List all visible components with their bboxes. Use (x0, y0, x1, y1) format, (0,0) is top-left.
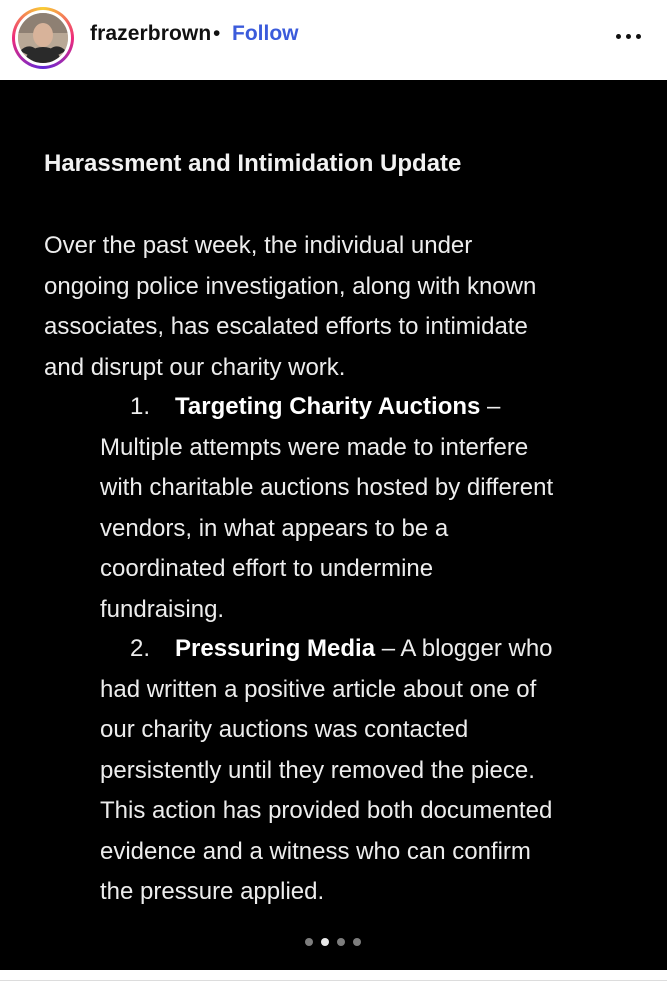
avatar-image (18, 13, 68, 63)
separator-dot: • (213, 22, 221, 45)
list-number: 1. (130, 393, 151, 420)
list-item-1 (100, 387, 640, 630)
list-number: 2. (130, 635, 151, 662)
carousel-dot (305, 938, 313, 946)
bottom-bar (0, 970, 667, 1000)
list-text: Multiple attempts were made to interfere with charitable auctions hosted by different vendors, in what appears to be a coordinated effort to undermine fundraising. (100, 433, 554, 623)
list-heading: Pressuring Media (175, 635, 376, 662)
post-image[interactable] (0, 80, 667, 970)
post-header (0, 0, 667, 80)
avatar-frame (15, 10, 71, 66)
list-heading: Targeting Charity Auctions (175, 393, 481, 420)
more-options-icon[interactable] (612, 20, 648, 50)
list-text-first: A blogger who (400, 635, 553, 662)
list-item-first-line (100, 387, 640, 428)
story-ring[interactable] (12, 7, 74, 69)
list-item-first-line (100, 629, 640, 670)
username[interactable]: frazerbrown (90, 22, 212, 45)
post-title: Harassment and Intimidation Update (44, 150, 462, 177)
list-item-2 (100, 629, 640, 913)
carousel-dot (353, 938, 361, 946)
list-dash: – (480, 393, 501, 420)
post-intro: Over the past week, the individual under ongoing police investigation, along with known associates, has escalated efforts to intimidate and disrupt our charity work. (44, 232, 537, 381)
list-text: had written a positive article about one of our charity auctions was contacted persistently until they removed the piece. This action has provided both documented evidence and a witness who can confirm the pressure applied. (100, 675, 553, 905)
list-dash: – (375, 635, 401, 662)
carousel-dot (337, 938, 345, 946)
follow-button[interactable]: Follow (232, 22, 299, 45)
avatar[interactable] (18, 13, 68, 63)
carousel-dot (321, 938, 329, 946)
divider (0, 980, 667, 981)
